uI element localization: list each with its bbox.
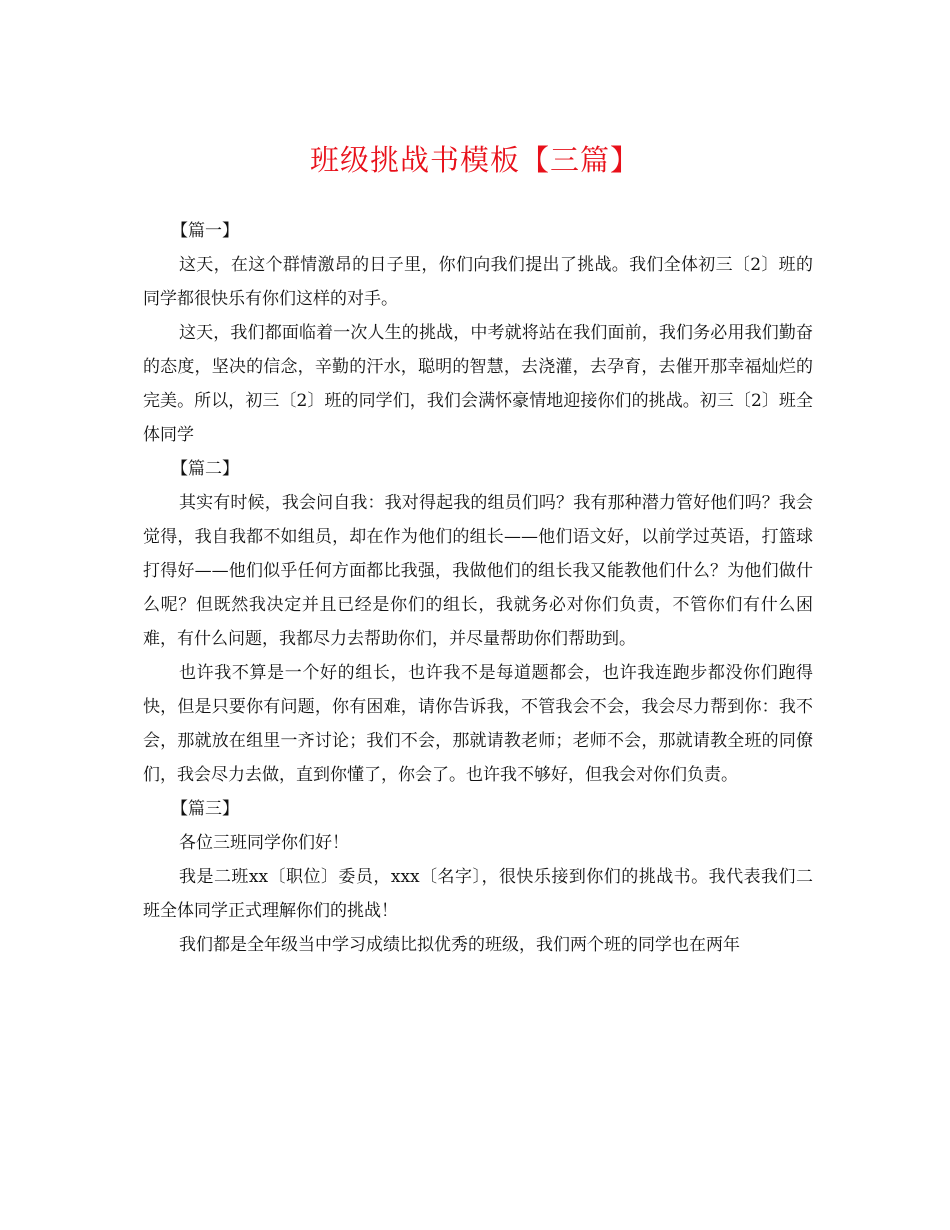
paragraph: 这天，在这个群情激昂的日子里，你们向我们提出了挑战。我们全体初三〔2〕班的同学都很快乐有你们这样的对手。 bbox=[143, 255, 813, 309]
document-title: 班级挑战书模板【三篇】 bbox=[309, 143, 640, 177]
paragraph: 我是二班xx〔职位〕委员，xxx〔名字〕，很快乐接到你们的挑战书。我代表我们二班全体同学正式理解你们的挑战！ bbox=[143, 867, 813, 921]
section-heading-3: 【篇三】 bbox=[171, 799, 239, 819]
section-heading-1: 【篇一】 bbox=[171, 221, 239, 241]
document-body bbox=[143, 214, 813, 962]
paragraph: 也许我不算是一个好的组长，也许我不是每道题都会，也许我连跑步都没你们跑得快，但是只要你有问题，你有困难，请你告诉我，不管我会不会，我会尽力帮到你：我不会，那就放在组里一齐讨论；我们不会，那就请教老师；老师不会，那就请教全班的同僚们，我会尽力去做，直到你懂了，你会了。也许我不够好，但我会对你们负责。 bbox=[143, 663, 813, 785]
paragraph: 各位三班同学你们好！ bbox=[179, 833, 349, 853]
paragraph: 这天，我们都面临着一次人生的挑战，中考就将站在我们面前，我们务必用我们勤奋的态度，坚决的信念，辛勤的汗水，聪明的智慧，去浇灌，去孕育，去催开那幸福灿烂的完美。所以，初三〔2〕班的同学们，我们会满怀豪情地迎接你们的挑战。初三〔2〕班全体同学 bbox=[143, 323, 813, 445]
section-heading-2: 【篇二】 bbox=[171, 459, 239, 479]
paragraph: 我们都是全年级当中学习成绩比拟优秀的班级，我们两个班的同学也在两年 bbox=[179, 935, 740, 955]
paragraph: 其实有时候，我会问自我：我对得起我的组员们吗？我有那种潜力管好他们吗？我会觉得，我自我都不如组员，却在作为他们的组长——他们语文好，以前学过英语，打篮球打得好——他们似乎任何方面都比我强，我做他们的组长我又能教他们什么？为他们做什么呢？但既然我决定并且已经是你们的组长，我就务必对你们负责，不管你们有什么困难，有什么问题，我都尽力去帮助你们，并尽量帮助你们帮助到。 bbox=[143, 493, 813, 649]
